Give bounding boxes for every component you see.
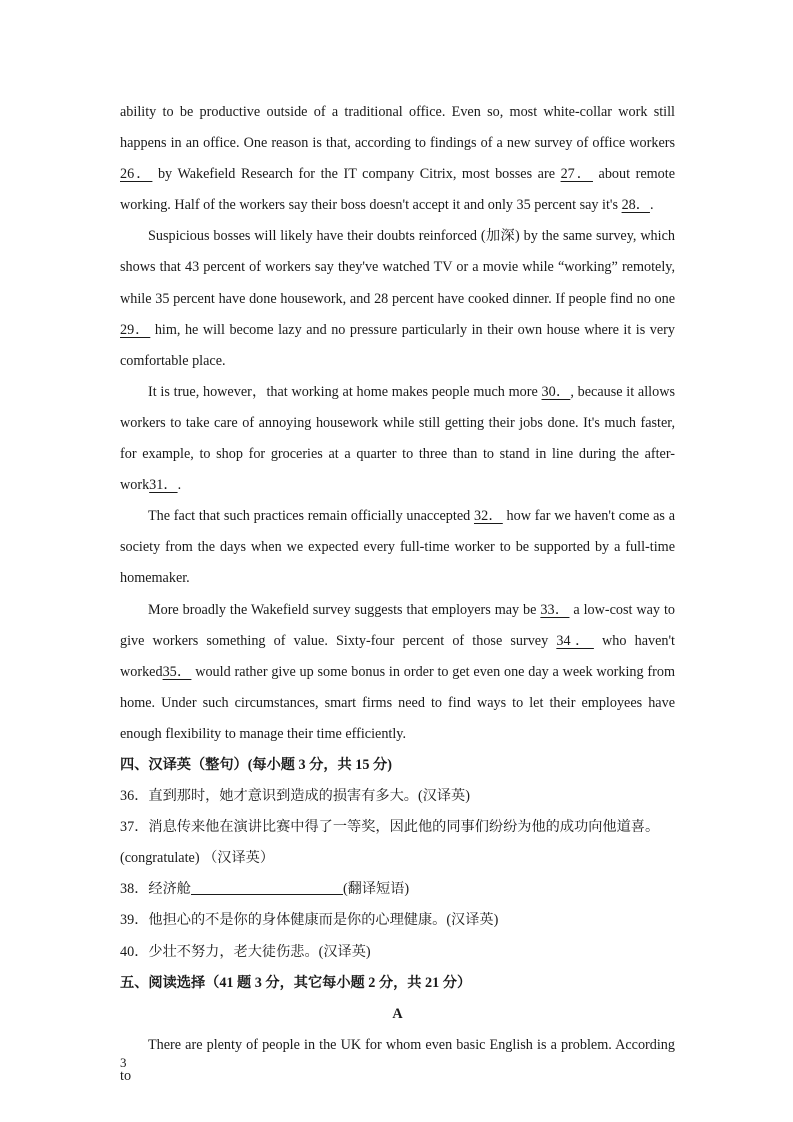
text-run: Suspicious bosses will likely have their doubts reinforced (加深) by the same survey, which shows that 43 percent of workers say they've watched TV or a movie while “working” remotely, while 35 percent have done housework, and 28 percent have cooked dinner. If people find no one — [120, 228, 675, 307]
blank-34: 34． — [556, 632, 594, 649]
passage-a-paragraph-1: There are plenty of people in the UK for whom even basic English is a problem. According to — [120, 1036, 675, 1084]
blank-35: 35． — [162, 663, 192, 680]
passage-paragraph-2 — [120, 221, 675, 376]
passage-a-label: A — [392, 1005, 403, 1022]
text-run: who haven't worked — [120, 632, 675, 680]
text-run: him, he will become lazy and no pressure particularly in their own house where it is very comfortable place. — [120, 321, 675, 369]
blank-33: 33． — [540, 601, 570, 618]
answer-line — [191, 879, 343, 895]
text-run: More broadly the Wakefield survey suggests that employers may be — [148, 601, 541, 618]
passage-paragraph-4 — [120, 501, 675, 594]
question-40: 40．少壮不努力，老大徒伤悲。(汉译英) — [120, 943, 371, 960]
text-run: . — [649, 197, 654, 214]
question-37: 37．消息传来他在演讲比赛中得了一等奖，因此他的同事们纷纷为他的成功向他道喜。 — [120, 819, 660, 836]
section-4-heading: 四、汉译英（整句）(每小题 3 分，共 15 分) — [120, 756, 392, 773]
question-38-note: (翻译短语) — [342, 881, 410, 898]
text-run: . — [177, 477, 182, 494]
question-38-prompt: 38．经济舱 — [120, 881, 191, 898]
passage-paragraph-3 — [120, 377, 675, 501]
text-run: would rather give up some bonus in order to get even one day a week working from home. Under such circumstances, smart firms need to find ways to let their employees have enough flexibility to manage their time efficiently. — [120, 663, 675, 742]
text-run: by Wakefield Research for the IT company Citrix, most bosses are — [152, 166, 561, 183]
question-37-continued: (congratulate) （汉译英） — [120, 850, 275, 867]
text-run: how far we haven't come as a society from the days when we expected every full-time worker to be supported by a full-time homemaker. — [120, 508, 675, 587]
text-run: The fact that such practices remain officially unaccepted — [148, 508, 474, 525]
blank-30: 30． — [541, 383, 571, 400]
passage-paragraph-1 — [120, 97, 675, 221]
passage-paragraph-5 — [120, 595, 675, 750]
text-run: a low-cost way to give workers something of value. Sixty-four percent of those survey — [120, 601, 675, 649]
section-5-heading: 五、阅读选择（41 题 3 分，其它每小题 2 分，共 21 分） — [120, 974, 472, 991]
blank-29: 29． — [120, 321, 151, 338]
blank-27: 27． — [560, 166, 593, 183]
page-number: 3 — [120, 1055, 127, 1070]
question-39: 39．他担心的不是你的身体健康而是你的心理健康。(汉译英) — [120, 912, 499, 929]
text-run: ability to be productive outside of a traditional office. Even so, most white-collar work still happens in an office. One reason is that, according to findings of a new survey of office workers — [120, 104, 675, 152]
question-36: 36．直到那时，她才意识到造成的损害有多大。(汉译英) — [120, 788, 470, 805]
blank-32: 32． — [473, 508, 503, 525]
blank-31: 31． — [149, 477, 178, 494]
text-run: It is true, however，that working at home makes people much more — [148, 383, 542, 400]
text-run: , because it allows workers to take care of annoying housework while still getting their jobs done. It's much faster, for example, to shop for groceries at a quarter to three than to stand in line during the after-work — [120, 383, 675, 494]
blank-28: 28． — [621, 197, 650, 214]
text-run: about remote working. Half of the workers say their boss doesn't accept it and only 35 percent say it's — [120, 166, 675, 214]
question-38 — [120, 874, 675, 905]
body-text — [120, 97, 675, 1092]
blank-26: 26． — [120, 166, 153, 183]
